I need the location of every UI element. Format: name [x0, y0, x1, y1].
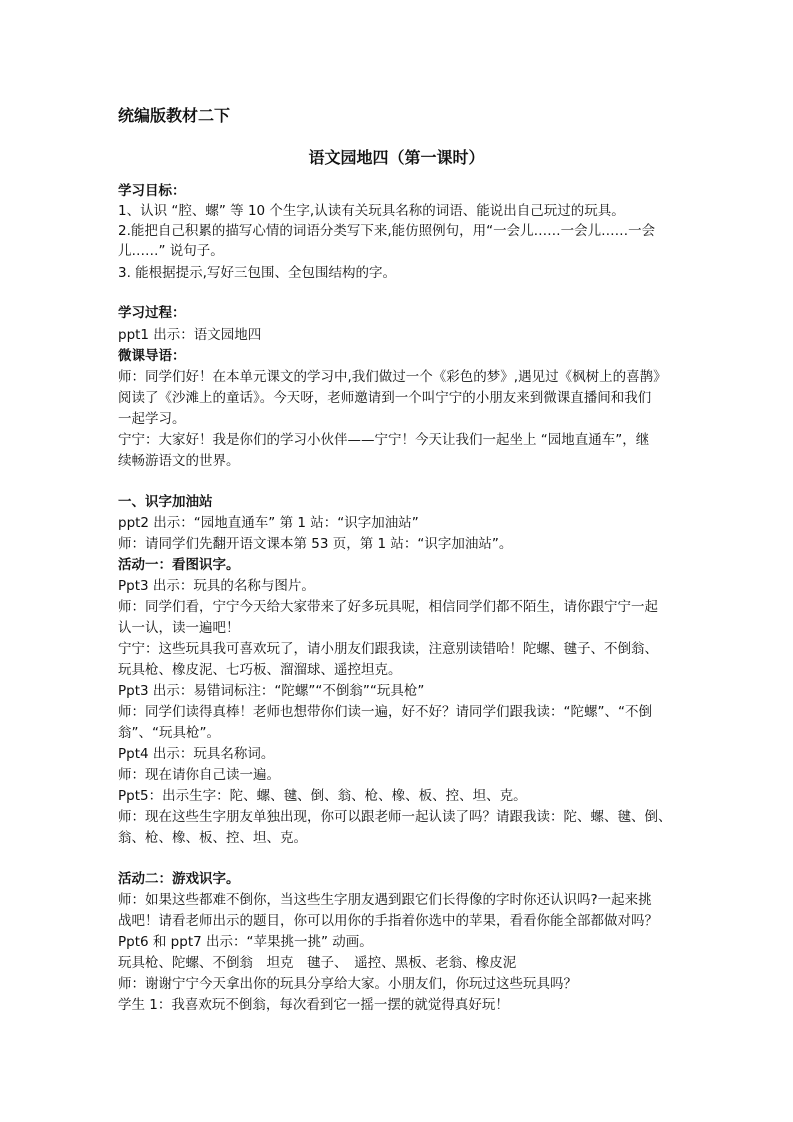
process-line: ppt1 出示：语文园地四 [118, 327, 262, 343]
activity2-line: 师：谢谢宁宁今天拿出你的玩具分享给大家。小朋友们，你玩过这些玩具吗？ [118, 976, 577, 992]
activity2-heading: 活动二：游戏识字。 [118, 871, 240, 887]
activity2-line: 战吧！请看老师出示的题目，你可以用你的手指着你选中的苹果，看看你能全部都做对吗？ [118, 913, 658, 929]
section1-line: 师：请同学们先翻开语文课本第 53 页，第 1 站：“识字加油站”。 [118, 536, 513, 552]
intro-line: 阅读了《沙滩上的童话》。今天呀，老师邀请到一个叫宁宁的小朋友来到微课直播间和我们 [118, 390, 652, 406]
section1-heading: 一、识字加油站 [118, 494, 213, 510]
document-title: 语文园地四（第一课时） [308, 148, 485, 167]
activity1-line: 师：现在请你自己读一遍。 [118, 767, 280, 783]
activity1-line: 玩具枪、橡皮泥、七巧板、溜溜球、遥控坦克。 [118, 662, 402, 678]
goals-line: 2.能把自己积累的描写心情的词语分类写下来,能仿照例句，用“一会儿……一会儿……一会 [118, 223, 656, 239]
intro-line: 宁宁：大家好！我是你们的学习小伙伴——宁宁！今天让我们一起坐上 “园地直通车”，继 [118, 432, 650, 448]
activity2-line: 玩具枪、陀螺、不倒翁 坦克 毽子、 遥控、黑板、老翁、橡皮泥 [118, 955, 517, 971]
goals-line: 3. 能根据提示,写好三包围、全包围结构的字。 [118, 265, 396, 281]
activity1-line: 认一认，读一遍吧！ [118, 620, 240, 636]
activity1-heading: 活动一：看图识字。 [118, 557, 240, 573]
activity2-line: Ppt6 和 ppt7 出示：“苹果挑一挑” 动画。 [118, 934, 373, 950]
activity1-line: 翁”、“玩具枪”。 [118, 725, 220, 741]
activity1-line: 宁宁：这些玩具我可喜欢玩了，请小朋友们跟我读，注意别读错哈！陀螺、毽子、不倒翁、 [118, 641, 658, 657]
activity1-line: Ppt5：出示生字：陀、螺、毽、倒、翁、枪、橡、板、控、坦、克。 [118, 788, 527, 804]
activity2-line: 师：如果这些都难不倒你，当这些生字朋友遇到跟它们长得像的字时你还认识吗?一起来挑 [118, 892, 652, 908]
activity1-line: Ppt3 出示：易错词标注：“陀螺”“不倒翁”“玩具枪” [118, 683, 425, 699]
intro-line: 一起学习。 [118, 411, 186, 427]
activity1-line: Ppt4 出示：玩具名称词。 [118, 746, 275, 762]
intro-line: 师：同学们好！在本单元课文的学习中,我们做过一个《彩色的梦》,遇见过《枫树上的喜鹊》 [118, 369, 667, 385]
activity1-line: 师：现在这些生字朋友单独出现，你可以跟老师一起认读了吗？请跟我读：陀、螺、毽、倒、 [118, 809, 672, 825]
intro-line: 续畅游语文的世界。 [118, 453, 240, 469]
activity2-line: 学生 1：我喜欢玩不倒翁，每次看到它一摇一摆的就觉得真好玩！ [118, 997, 509, 1013]
goals-line: 1、认识 “腔、螺” 等 10 个生字,认读有关玩具名称的词语、能说出自己玩过的玩具。 [118, 203, 625, 219]
document-header: 统编版教材二下 [118, 106, 231, 125]
intro-heading: 微课导语： [118, 348, 186, 364]
goals-heading: 学习目标： [118, 183, 186, 199]
section1-line: ppt2 出示：“园地直通车” 第 1 站：“识字加油站” [118, 515, 419, 531]
activity1-line: 师：同学们看，宁宁今天给大家带来了好多玩具呢，相信同学们都不陌生，请你跟宁宁一起 [118, 599, 658, 615]
goals-line: 儿……” 说句子。 [118, 243, 224, 259]
activity1-line: Ppt3 出示：玩具的名称与图片。 [118, 578, 315, 594]
process-heading: 学习过程： [118, 305, 186, 321]
activity1-line: 翁、枪、橡、板、控、坦、克。 [118, 830, 307, 846]
activity1-line: 师：同学们读得真棒！老师也想带你们读一遍，好不好？请同学们跟我读：“陀螺”、“不倒 [118, 704, 652, 720]
